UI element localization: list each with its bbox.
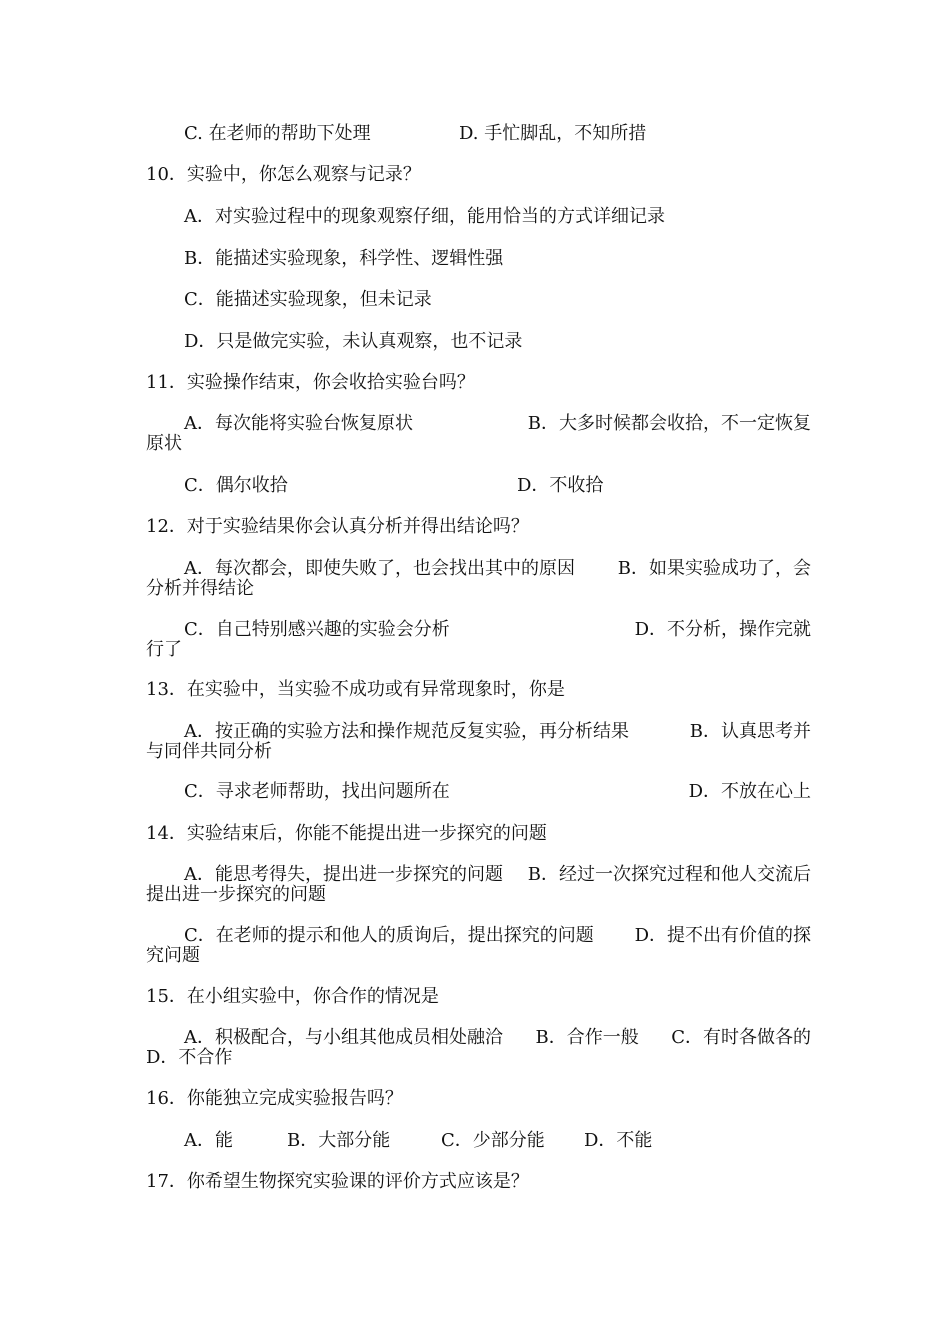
q11-option-c: C．偶尔收拾 — [184, 475, 288, 496]
q15-option-c: C．有时各做各的 — [671, 1027, 811, 1048]
q11-option-b-cont: 原状 — [146, 433, 182, 454]
q13-option-d: D．不放在心上 — [688, 781, 811, 802]
q11-option-a: A．每次能将实验台恢复原状 — [184, 413, 413, 434]
q11-option-b: B．大多时候都会收拾，不一定恢复 — [527, 413, 811, 434]
q12-option-d: D．不分析，操作完就 — [634, 619, 811, 640]
q12-option-d-cont: 行了 — [146, 639, 182, 660]
q11-question: 11．实验操作结束，你会收拾实验台吗？ — [146, 372, 475, 393]
q13-options-ab — [146, 722, 811, 762]
q11-option-d: D．不收拾 — [517, 475, 604, 496]
q13-options-cd — [184, 782, 811, 802]
q11-options-ab — [146, 414, 811, 454]
q9-option-c: C. 在老师的帮助下处理 — [184, 123, 371, 144]
q9-options-cd — [184, 124, 811, 144]
q15-question: 15．在小组实验中，你合作的情况是 — [146, 986, 439, 1007]
q14-options-ab — [146, 865, 811, 905]
q12-question: 12．对于实验结果你会认真分析并得出结论吗？ — [146, 516, 529, 537]
q14-option-d-cont: 究问题 — [146, 945, 200, 966]
q15-option-b: B．合作一般 — [535, 1027, 639, 1048]
q16-option-c: C．少部分能 — [441, 1130, 545, 1151]
q13-option-c: C．寻求老师帮助，找出问题所在 — [184, 781, 450, 802]
q9-option-d: D. 手忙脚乱，不知所措 — [459, 123, 647, 144]
q14-option-a: A．能思考得失，提出进一步探究的问题 — [184, 864, 503, 885]
q14-option-d: D．提不出有价值的探 — [634, 925, 811, 946]
q16-option-d: D．不能 — [584, 1130, 653, 1151]
q11-options-cd — [184, 476, 811, 496]
q12-option-c: C．自己特别感兴趣的实验会分析 — [184, 619, 450, 640]
q17-question: 17．你希望生物探究实验课的评价方式应该是？ — [146, 1171, 529, 1192]
q13-question: 13．在实验中，当实验不成功或有异常现象时，你是 — [146, 679, 565, 700]
q14-options-cd — [146, 926, 811, 966]
q16-option-b: B．大部分能 — [287, 1130, 391, 1151]
q14-option-b-cont: 提出进一步探究的问题 — [146, 884, 326, 905]
q12-option-b: B．如果实验成功了，会 — [617, 558, 811, 579]
q14-question: 14．实验结束后，你能不能提出进一步探究的问题 — [146, 823, 547, 844]
q12-options-cd — [146, 620, 811, 660]
q10-option-d: D．只是做完实验，未认真观察，也不记录 — [184, 331, 523, 352]
q10-option-b: B．能描述实验现象，科学性、逻辑性强 — [184, 248, 504, 269]
q12-option-b-cont: 分析并得结论 — [146, 578, 254, 599]
q13-option-b: B．认真思考并 — [689, 721, 811, 742]
q15-option-d: D．不合作 — [146, 1047, 233, 1068]
q14-option-c: C．在老师的提示和他人的质询后，提出探究的问题 — [184, 925, 594, 946]
q14-option-b: B．经过一次探究过程和他人交流后 — [527, 864, 811, 885]
q15-options — [146, 1028, 811, 1068]
q12-options-ab — [146, 559, 811, 599]
q13-option-a: A．按正确的实验方法和操作规范反复实验，再分析结果 — [184, 721, 629, 742]
q15-option-a: A．积极配合，与小组其他成员相处融洽 — [184, 1027, 503, 1048]
q12-option-a: A．每次都会，即使失败了，也会找出其中的原因 — [184, 558, 575, 579]
q10-question: 10．实验中，你怎么观察与记录？ — [146, 164, 421, 185]
q16-question: 16．你能独立完成实验报告吗？ — [146, 1088, 403, 1109]
q16-options — [184, 1131, 811, 1151]
q16-option-a: A．能 — [184, 1130, 233, 1151]
q10-option-c: C．能描述实验现象，但未记录 — [184, 289, 432, 310]
q13-option-b-cont: 与同伴共同分析 — [146, 741, 272, 762]
q10-option-a: A．对实验过程中的现象观察仔细，能用恰当的方式详细记录 — [184, 206, 665, 227]
